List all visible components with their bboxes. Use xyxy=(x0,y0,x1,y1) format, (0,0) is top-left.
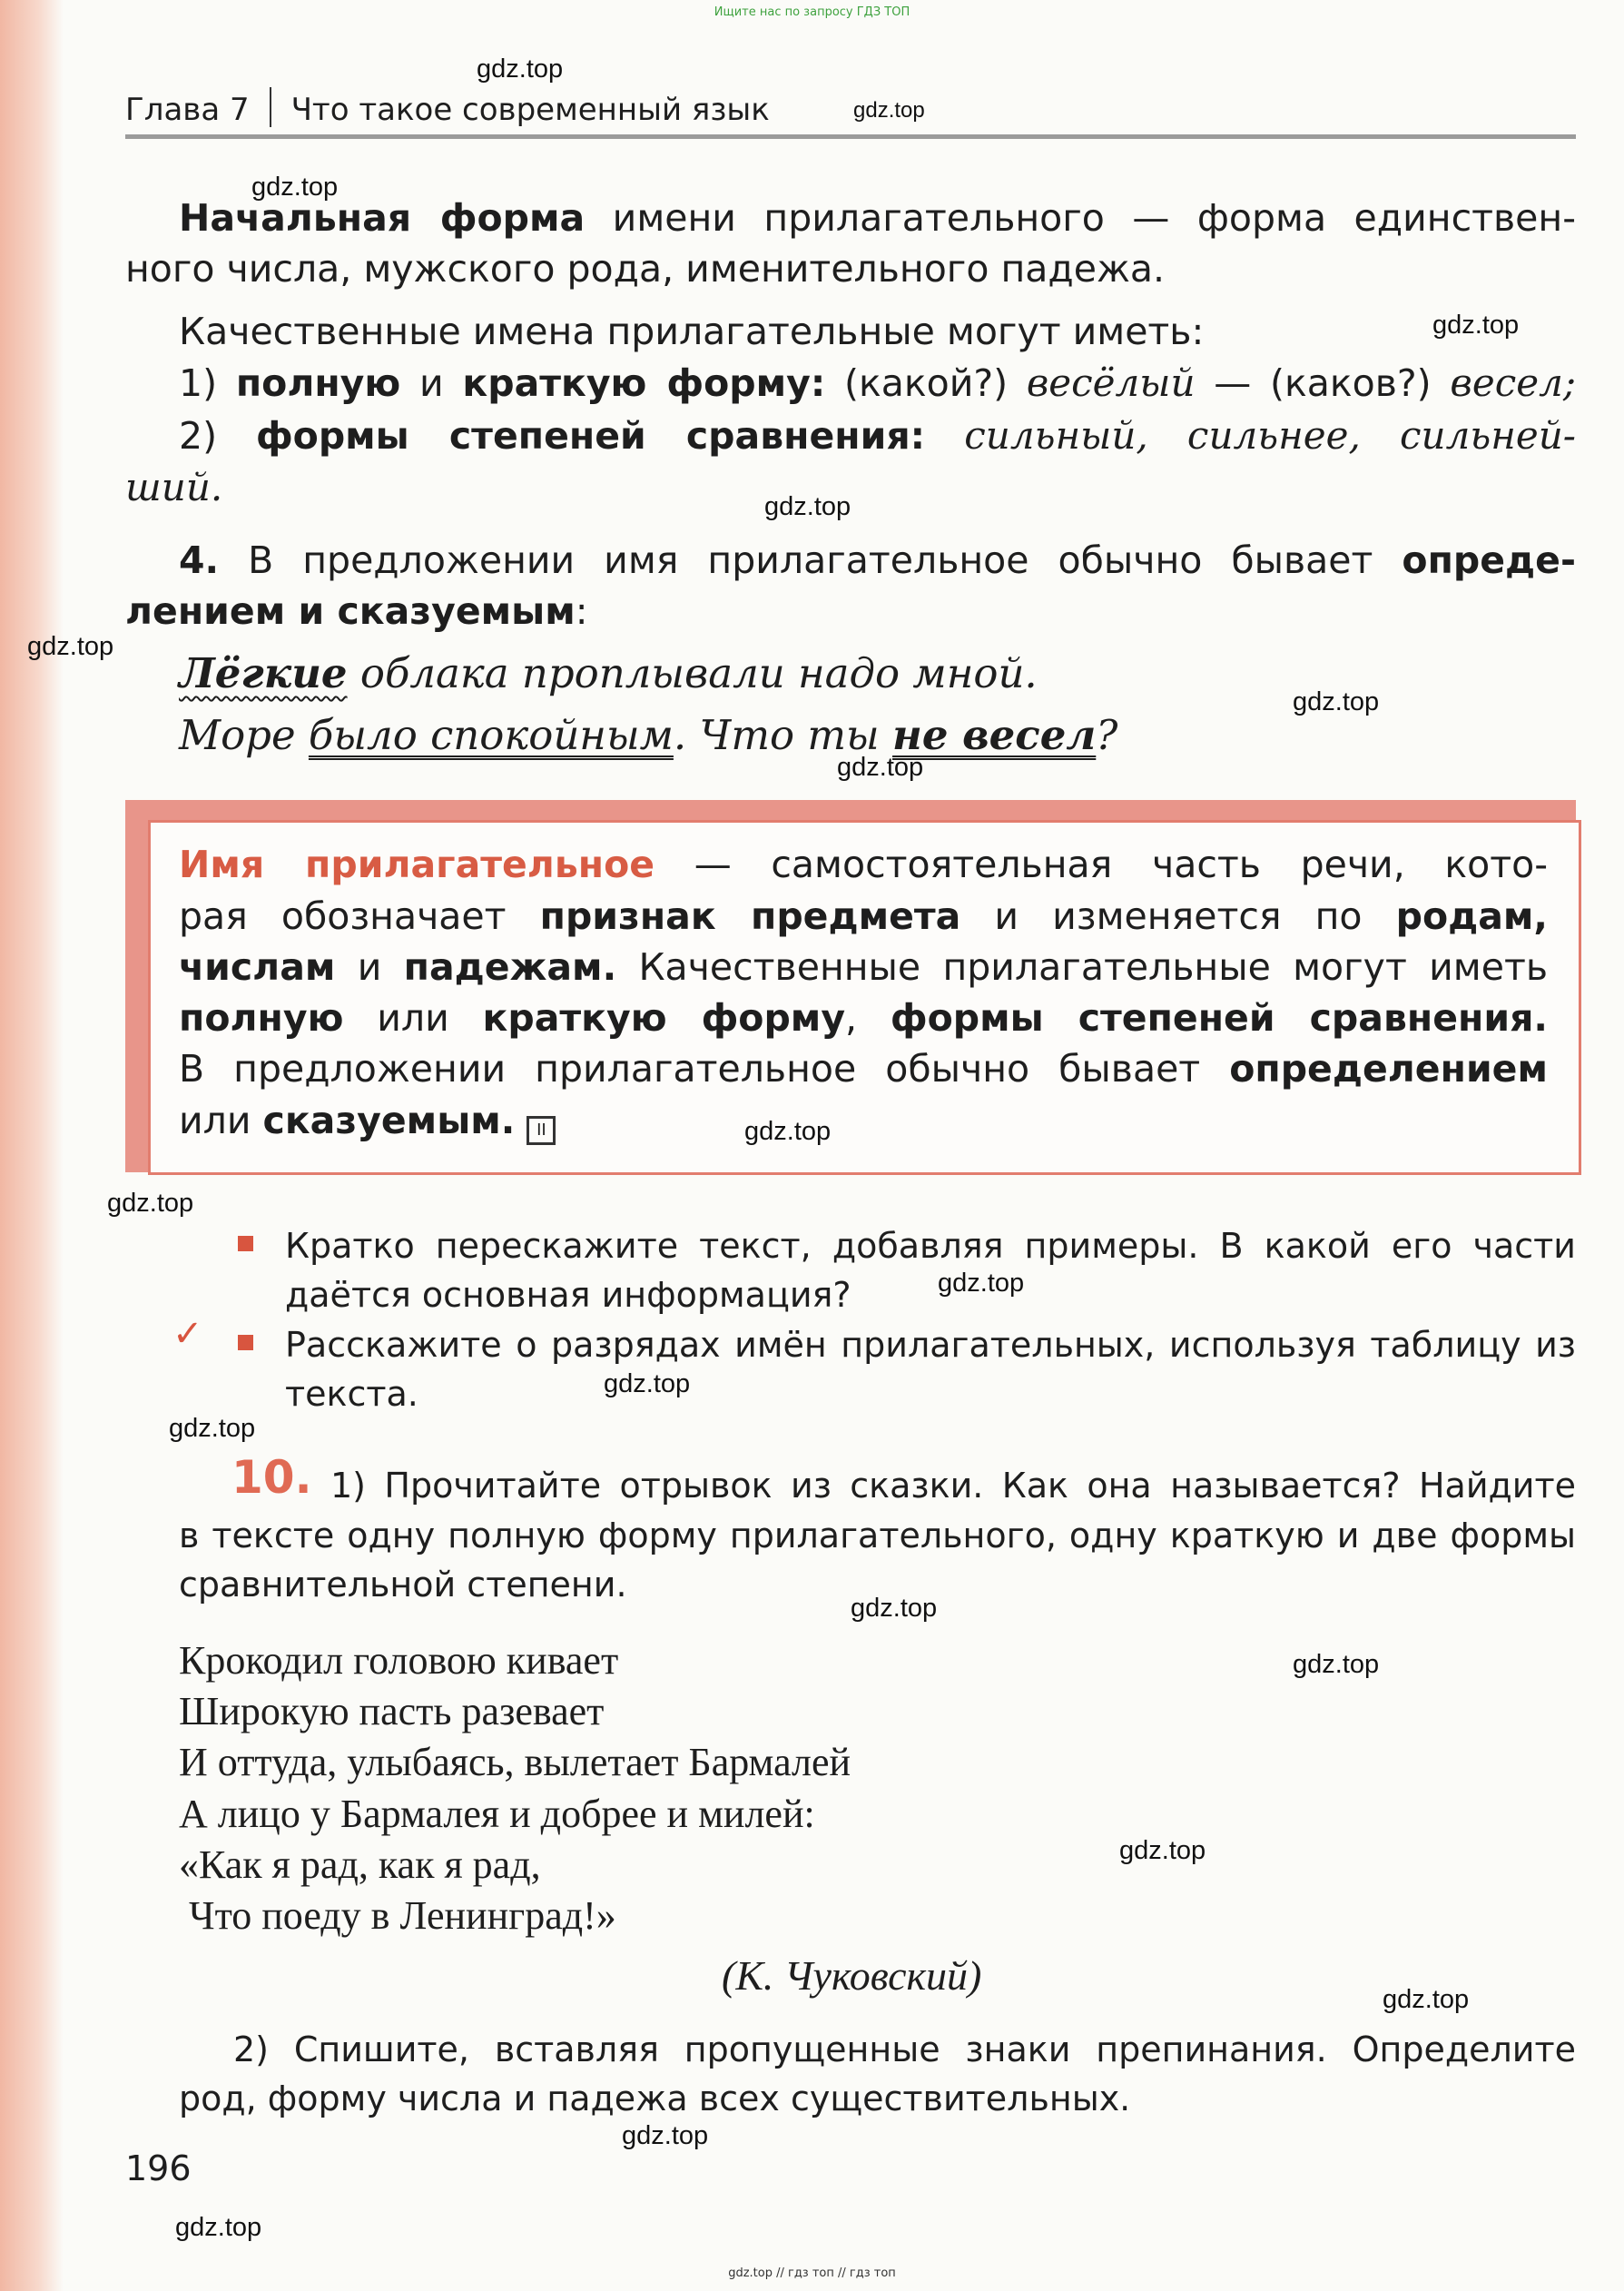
square-bullet-icon xyxy=(238,1236,253,1251)
rule-line-3: Качественные имена прилагательные могут иметь: xyxy=(179,310,1205,353)
definition-bold: родам, xyxy=(1395,894,1548,938)
task-1-line-2: даётся основная информация? xyxy=(285,1275,851,1315)
definition-band xyxy=(125,800,1576,820)
term-comparison: формы степеней сравнения: xyxy=(255,414,926,458)
definition-bold: полную xyxy=(179,996,344,1040)
watermark: gdz.top xyxy=(27,632,114,661)
term-predicate: лением и сказуемым xyxy=(125,589,576,633)
question-text: — (каков?) xyxy=(1195,361,1451,405)
exercise-part2-line-1: 2) Спишите, вставляя пропущенные знаки препинания. Определите xyxy=(233,2029,1576,2069)
definition-text: или xyxy=(343,996,483,1040)
exercise-number: 10. xyxy=(231,1451,312,1504)
exercise-line-1: 1) Прочитайте отрывок из сказки. Как она называется? Найдите xyxy=(330,1466,1576,1506)
exercise-part2-line-2: род, форму числа и падежа всех существительных. xyxy=(179,2079,1131,2118)
rule-text: имени прилагательного — форма единствен- xyxy=(585,196,1576,240)
example-text: Море xyxy=(179,711,309,759)
watermark: gdz.top xyxy=(1119,1836,1206,1865)
definition-bold: определением xyxy=(1229,1047,1548,1091)
definition-stripe xyxy=(125,800,148,1172)
point-number: 4. xyxy=(179,538,220,582)
definition-text: Качественные прилагательные могут иметь xyxy=(616,945,1548,989)
example-sentence-1 xyxy=(179,647,1038,701)
rule-text: и xyxy=(400,361,463,405)
point-text: В предложении имя прилагательное обычно бывает xyxy=(219,538,1403,582)
rule-line-2: ного числа, мужского рода, именительного падежа. xyxy=(125,247,1166,291)
chapter-header xyxy=(125,87,770,128)
task-2-line-2: текста. xyxy=(285,1374,418,1414)
definition-text: рая обозначает xyxy=(179,894,540,938)
colon: : xyxy=(575,589,588,633)
watermark: gdz.top xyxy=(744,1117,832,1146)
watermark: gdz.top xyxy=(938,1269,1025,1298)
rule-line-6: ший. xyxy=(125,465,223,509)
definition-bold: падежам. xyxy=(403,945,617,989)
watermark: gdz.top xyxy=(853,98,925,123)
watermark: gdz.top xyxy=(837,753,924,782)
definition-text: или xyxy=(179,1099,263,1142)
question-text: (какой?) xyxy=(825,361,1027,405)
definition-bold: формы степеней сравнения. xyxy=(890,996,1548,1040)
definition-text: , xyxy=(845,996,891,1040)
definition-line-3 xyxy=(179,942,1548,992)
term-short-form: краткую форму: xyxy=(462,361,826,405)
definition-text: В предложении прилагательное обычно бывает xyxy=(179,1047,1230,1091)
example-predicate: не весел xyxy=(892,711,1097,759)
watermark: gdz.top xyxy=(764,492,851,521)
definition-line-6 xyxy=(179,1095,556,1146)
example-word: весёлый xyxy=(1026,360,1196,405)
definition-text: — самостоятельная часть речи, кото- xyxy=(655,843,1548,886)
example-rest: облака проплывали надо мной. xyxy=(347,649,1038,697)
task-2-line-1: Расскажите о разрядах имён прилагательных, используя таблицу из xyxy=(285,1325,1576,1365)
watermark: gdz.top xyxy=(251,173,339,202)
term-full: полную xyxy=(235,361,401,405)
top-stamp: Ищите нас по запросу ГДЗ ТОП xyxy=(714,5,910,19)
watermark: gdz.top xyxy=(1293,1650,1380,1679)
poem-line-1: Крокодил головою кивает xyxy=(179,1638,619,1683)
example-predicate: было спокойным xyxy=(308,711,674,759)
task-1-line-1: Кратко перескажите текст, добавляя примеры. В какой его части xyxy=(285,1226,1576,1266)
watermark: gdz.top xyxy=(604,1369,691,1398)
header-divider xyxy=(270,87,271,127)
watermark: gdz.top xyxy=(107,1189,194,1218)
header-rule xyxy=(125,134,1576,139)
example-word: весел; xyxy=(1450,360,1576,405)
example-words: сильный, сильнее, сильней- xyxy=(925,413,1576,458)
term-attribute: опреде- xyxy=(1402,538,1576,582)
example-adjective: Лёгкие xyxy=(179,649,348,697)
example-sentence-2 xyxy=(179,708,1117,763)
watermark: gdz.top xyxy=(1432,311,1520,340)
watermark: gdz.top xyxy=(1293,687,1380,716)
watermark: gdz.top xyxy=(169,1414,256,1443)
checkmark-icon: ✓ xyxy=(172,1313,203,1355)
poem-line-5: «Как я рад, как я рад, xyxy=(179,1842,541,1887)
definition-line-4 xyxy=(179,992,1548,1043)
watermark: gdz.top xyxy=(851,1594,938,1623)
definition-line-1 xyxy=(179,839,1548,890)
example-text: . Что ты xyxy=(673,711,893,759)
definition-term: Имя прилагательное xyxy=(179,843,655,886)
definition-text: и изменяется по xyxy=(960,894,1396,938)
definition-line-5 xyxy=(179,1043,1548,1094)
example-text: ? xyxy=(1096,711,1118,759)
term-initial-form: Начальная форма xyxy=(179,196,586,240)
definition-bold: краткую форму xyxy=(482,996,846,1040)
poem-author: (К. Чуковский) xyxy=(722,1952,982,1999)
poem-line-3: И оттуда, улыбаясь, вылетает Бармалей xyxy=(179,1740,851,1784)
watermark: gdz.top xyxy=(1383,1985,1470,2014)
point4-line-1 xyxy=(179,535,1576,586)
list-number: 1) xyxy=(179,361,236,405)
page-number: 196 xyxy=(125,2148,192,2188)
watermark: gdz.top xyxy=(622,2121,709,2150)
watermark: gdz.top xyxy=(175,2213,262,2242)
poem-line-2: Широкую пасть разевает xyxy=(179,1689,605,1733)
bottom-stamp: gdz.top // гдз топ // гдз топ xyxy=(728,2266,896,2280)
chapter-title: Что такое современный язык xyxy=(290,92,770,128)
definition-line-2 xyxy=(179,891,1548,942)
definition-bold: сказуемым. xyxy=(262,1099,516,1142)
chapter-label: Глава 7 xyxy=(125,92,250,128)
point4-line-2 xyxy=(125,586,588,637)
definition-bold: признак предмета xyxy=(539,894,961,938)
rubric-icon: II xyxy=(527,1116,556,1145)
page-edge-shadow xyxy=(0,0,64,2291)
watermark: gdz.top xyxy=(477,54,564,84)
definition-text: и xyxy=(335,945,404,989)
poem-line-4: А лицо у Бармалея и добрее и милей: xyxy=(179,1792,815,1836)
rule-line-5 xyxy=(179,410,1576,461)
exercise-line-2: в тексте одну полную форму прилагательного, одну краткую и две формы xyxy=(179,1516,1576,1555)
square-bullet-icon xyxy=(238,1335,253,1350)
poem-line-6: Что поеду в Ленинград!» xyxy=(179,1893,616,1938)
definition-bold: числам xyxy=(179,945,336,989)
list-number: 2) xyxy=(179,414,256,458)
exercise-line-3: сравнительной степени. xyxy=(179,1565,627,1605)
rule-line-1 xyxy=(179,193,1576,243)
rule-line-4 xyxy=(179,358,1576,409)
